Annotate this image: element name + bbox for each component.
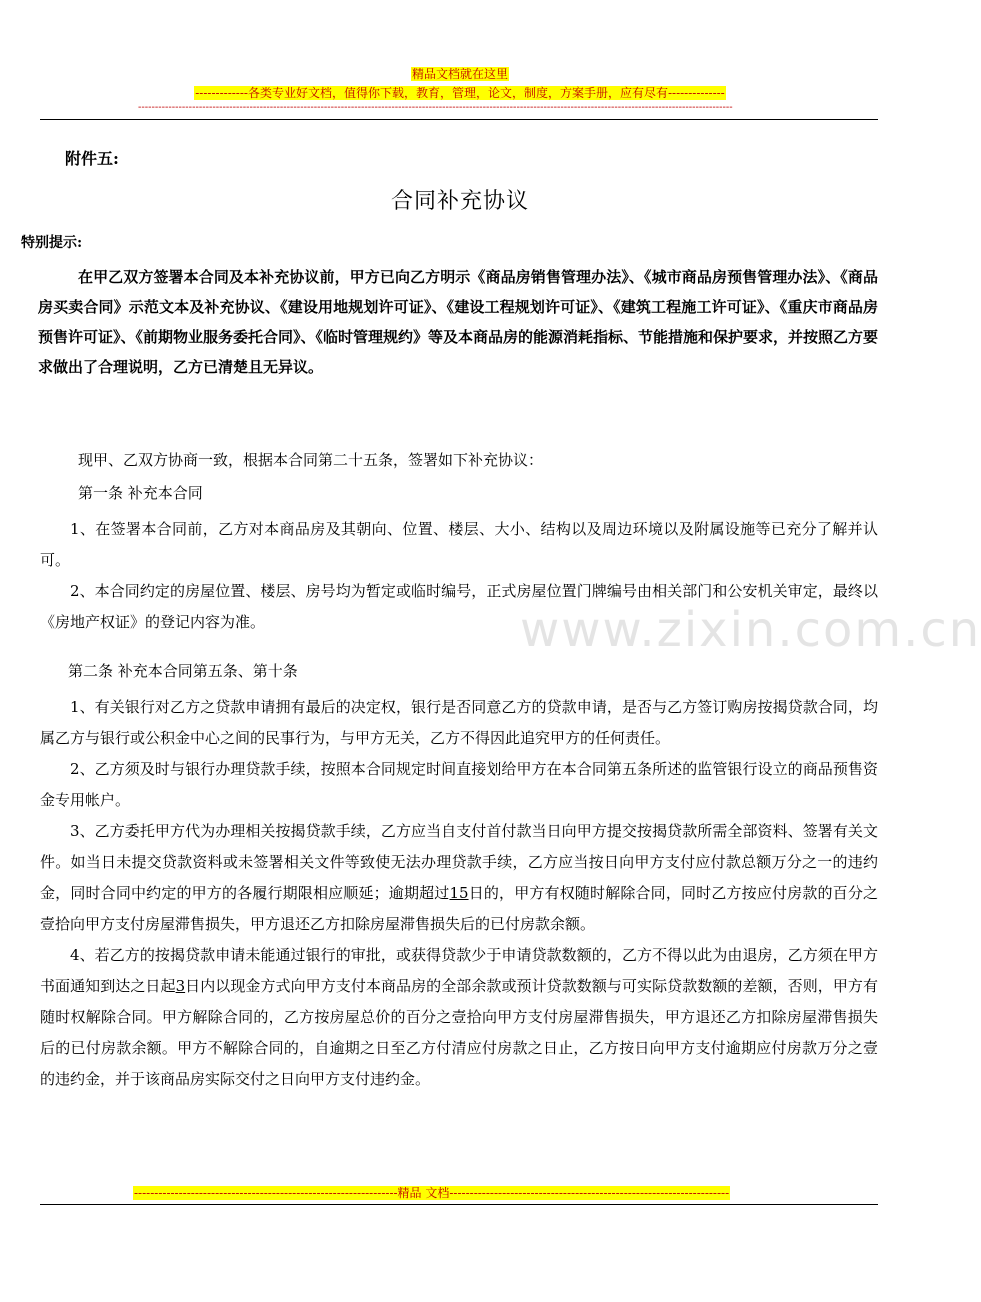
header-banner <box>0 66 920 82</box>
article-2-clause-3 <box>40 816 878 940</box>
footer-banner <box>133 1185 787 1201</box>
clause-4-text-a: 4、若乙方的按揭贷款申请未能通过银行的审批，或获得贷款少于申请贷款数额的，乙方不得以此为由退房，乙方须在甲方书面通知到达之日起 <box>40 946 878 995</box>
clause-4-text-b: 日内以现金方式向甲方支付本商品房的全部余款或预计贷款数额与可实际贷款数额的差额，否则，甲方有随时权解除合同。甲方解除合同的，乙方按房屋总价的百分之壹拾向甲方支付房屋滞售损失，甲方退还乙方扣除房屋滞售损失后的已付房款余额。甲方不解除合同的，自逾期之日至乙方付清应付房款之日止，乙方按日向甲方支付逾期应付房款万分之壹的违约金，并于该商品房实际交付之日向甲方支付违约金。 <box>40 977 878 1088</box>
article-2-heading: 第二条 补充本合同第五条、第十条 <box>68 662 298 680</box>
header-dash-line: -------------------------------------------------------------------------------------------------------------------------------------------------------------------------------- <box>138 102 733 113</box>
document-title: 合同补充协议 <box>390 189 529 214</box>
article-1-heading: 第一条 补充本合同 <box>78 484 203 502</box>
article-1-clause-2: 2、本合同约定的房屋位置、楼层、房号均为暂定或临时编号，正式房屋位置门牌编号由相关部门和公安机关审定，最终以《房地产权证》的登记内容为准。 <box>40 582 878 631</box>
clause-3-text-b: 日的，甲方有权随时解除合同，同时乙方按应付房款的百分之壹拾向甲方支付房屋滞售损失，甲方退还乙方扣除房屋滞售损失后的已付房款余额。 <box>40 884 878 933</box>
footer-rule <box>40 1204 878 1205</box>
article-2-clause-1: 1、有关银行对乙方之贷款申请拥有最后的决定权，银行是否同意乙方的贷款申请，是否与乙方签订购房按揭贷款合同，均属乙方与银行或公积金中心之间的民事行为，与甲方无关，乙方不得因此追究甲方的任何责任。 <box>40 698 878 747</box>
header-tagline: -------------各类专业好文档，值得你下载，教育，管理，论文，制度，方案手册，应有尽有-------------- <box>195 86 725 100</box>
header-tagline-row <box>0 85 920 101</box>
special-notice-text: 在甲乙双方签署本合同及本补充协议前，甲方已向乙方明示《商品房销售管理办法》、《城市商品房预售管理办法》、《商品房买卖合同》示范文本及补充协议、《建设用地规划许可证》、《建设工程规划许可证》、《建筑工程施工许可证》、《重庆市商品房预售许可证》、《前期物业服务委托合同》、《临时管理规约》等及本商品房的能源消耗指标、节能措施和保护要求，并按照乙方要求做出了合理说明，乙方已清楚且无异议。 <box>38 268 879 376</box>
clause-4-days: 3 <box>175 977 186 995</box>
article-2-clause-4 <box>40 940 878 1095</box>
article-1-clause-1: 1、在签署本合同前，乙方对本商品房及其朝向、位置、楼层、大小、结构以及周边环境以及附属设施等已充分了解并认可。 <box>40 520 878 569</box>
footer-text: -----------------------------------------------------------------精品 文档--------------------------------------------------------------------- <box>134 1186 730 1200</box>
watermark: www.zixin.com.cn <box>520 602 981 658</box>
header-title: 精品文档就在这里 <box>411 67 508 81</box>
special-notice-label: 特别提示: <box>21 235 83 251</box>
intro-paragraph: 现甲、乙双方协商一致，根据本合同第二十五条，签署如下补充协议： <box>78 451 544 469</box>
clause-3-text-a: 3、乙方委托甲方代为办理相关按揭贷款手续，乙方应当自支付首付款当日向甲方提交按揭贷款所需全部资料、签署有关文件。如当日未提交贷款资料或未签署相关文件等致使无法办理贷款手续，乙方应当按日向甲方支付应付款总额万分之一的违约金，同时合同中约定的甲方的各履行期限相应顺延；逾期超过 <box>40 822 878 902</box>
clause-3-days: 15 <box>449 884 469 902</box>
header-rule <box>40 119 878 120</box>
article-2-clause-2: 2、乙方须及时与银行办理贷款手续，按照本合同规定时间直接划给甲方在本合同第五条所述的监管银行设立的商品预售资金专用帐户。 <box>40 760 878 809</box>
annex-label: 附件五: <box>65 149 119 168</box>
article-2-body <box>40 692 878 1095</box>
